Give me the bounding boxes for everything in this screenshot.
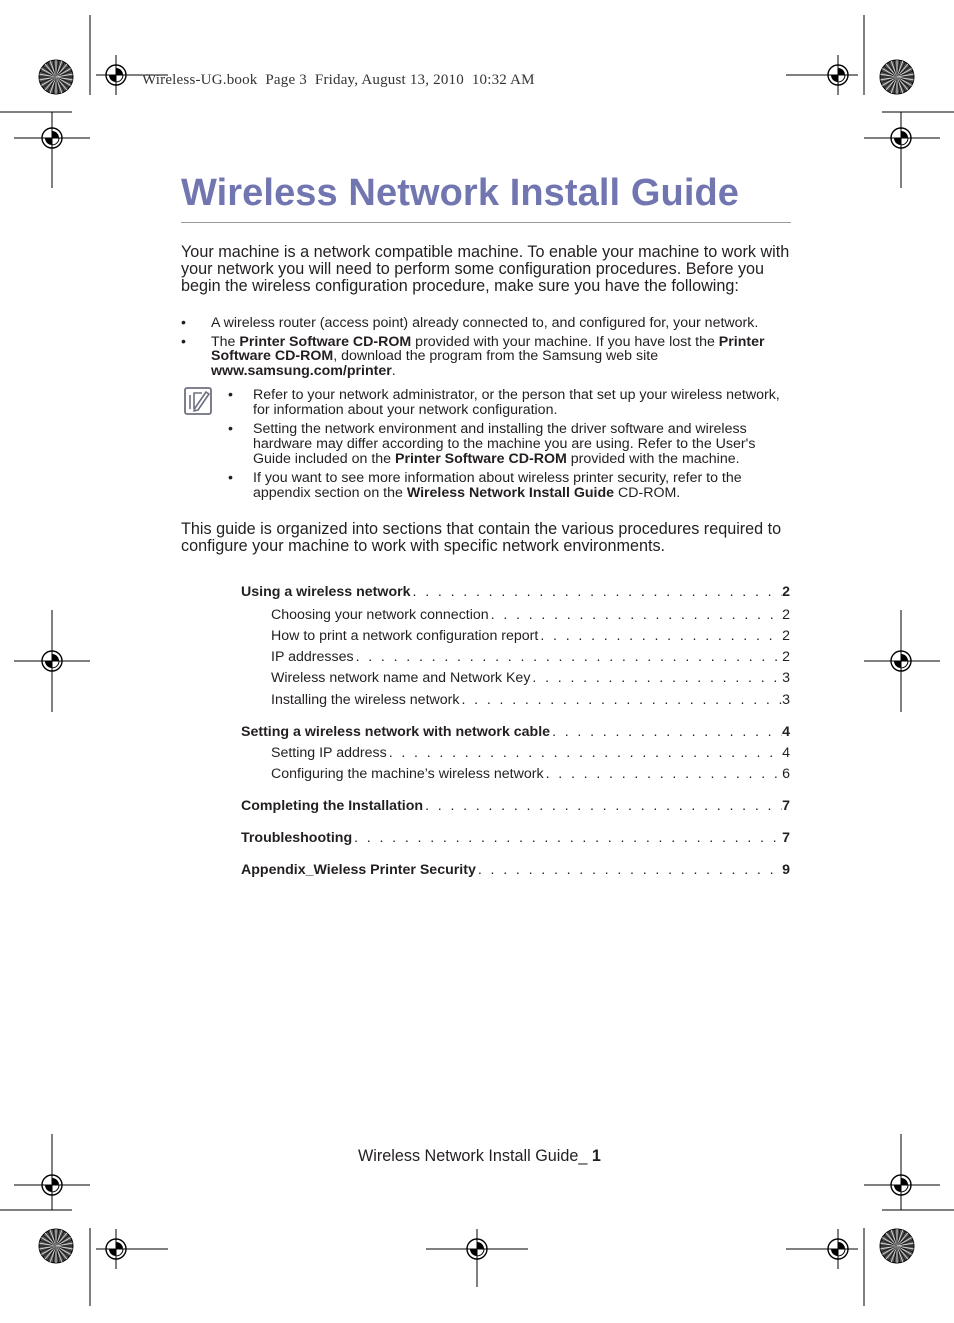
toc-entry-label: Wireless network name and Network Key [271, 670, 531, 686]
toc-entry-label: Appendix_Wieless Printer Security [241, 862, 476, 878]
toc-entry-page: 2 [782, 649, 790, 665]
toc-entry-label: IP addresses [271, 649, 354, 665]
toc-leader-dots [352, 830, 782, 846]
registration-target-icon [32, 118, 72, 158]
notes-list [228, 388, 793, 505]
footer-text: Wireless Network Install Guide_ [358, 1147, 588, 1165]
toc-entry-label: Troubleshooting [241, 830, 353, 846]
toc-leader-dots [423, 798, 782, 814]
toc-entry-page: 9 [782, 862, 790, 878]
toc-leader-dots [544, 766, 783, 782]
requirements-list [181, 316, 793, 382]
registration-target-icon [96, 55, 136, 95]
cd-rom-name: Printer Software CD-ROM [394, 451, 567, 467]
toc-entry[interactable] [271, 692, 790, 708]
registration-target-icon [881, 641, 921, 681]
toc-entry-page: 2 [782, 607, 790, 623]
note-text: Setting the network environment and installing the driver software and wireless hardware may differ according to the machine you are using. Refer to the User's Guide included on the [253, 421, 756, 467]
toc-entry-label: Configuring the machine’s wireless network [271, 766, 544, 782]
toc-entry-page: 3 [782, 692, 790, 708]
requirement-item [181, 316, 793, 331]
toc-entry[interactable] [271, 670, 790, 686]
registration-target-icon [881, 118, 921, 158]
toc-entry-label: Setting a wireless network with network cable [241, 724, 551, 740]
note-item [228, 422, 793, 467]
requirement-item [181, 335, 793, 379]
toc-entry-label: Choosing your network connection [271, 607, 489, 623]
toc-entry[interactable] [241, 584, 790, 600]
toc-leader-dots [354, 649, 783, 665]
note-text: CD-ROM. [614, 485, 681, 501]
toc-entry-page: 7 [782, 798, 790, 814]
note-text: Refer to your network administrator, or the person that set up your wireless network, for information about your network configuration. [253, 387, 780, 418]
toc-entry-page: 4 [782, 724, 790, 740]
toc-leader-dots [476, 862, 782, 878]
requirement-text: . [391, 362, 396, 379]
registration-target-icon [818, 1229, 858, 1269]
toc-leader-dots [550, 724, 782, 740]
cd-rom-name: Printer Software CD-ROM [211, 333, 765, 364]
starburst-icon [39, 60, 73, 94]
toc-entry[interactable] [241, 862, 790, 878]
toc-entry[interactable] [271, 628, 790, 644]
registration-target-icon [32, 1165, 72, 1205]
note-pencil-icon [184, 387, 212, 415]
requirement-text: provided with your machine. If you have lost the [411, 333, 719, 350]
registration-target-icon [457, 1229, 497, 1269]
toc-entry[interactable] [271, 649, 790, 665]
requirement-text: , download the program from the Samsung web site [333, 348, 659, 364]
toc-entry-page: 7 [782, 830, 790, 846]
toc-entry-label: Setting IP address [271, 745, 387, 761]
toc-entry-label: Completing the Installation [241, 798, 424, 814]
starburst-icon [880, 1229, 914, 1263]
toc-leader-dots [459, 692, 782, 708]
requirement-text: A wireless router (access point) already connected to, and configured for, your network. [211, 315, 759, 331]
registration-target-icon [32, 641, 72, 681]
organization-paragraph: This guide is organized into sections that contain the various procedures required to configure your machine to work with specific network environments. [181, 520, 782, 555]
page-title: Wireless Network Install Guide [181, 172, 740, 214]
toc-leader-dots [489, 607, 782, 623]
toc-entry-label: How to print a network configuration report [271, 628, 539, 644]
note-item [228, 471, 793, 501]
guide-name: Wireless Network Install Guide [406, 485, 615, 501]
requirement-text: The [211, 333, 240, 350]
starburst-icon [880, 60, 914, 94]
registration-target-icon [818, 55, 858, 95]
toc-leader-dots [530, 670, 782, 686]
toc-leader-dots [411, 584, 783, 600]
toc-leader-dots [387, 745, 782, 761]
intro-paragraph: Your machine is a network compatible machine. To enable your machine to work with your network you will need to perform some configuration procedures. Before you begin the wireless configuration procedure, make sure you have the following: [181, 243, 790, 295]
toc-leader-dots [538, 628, 782, 644]
note-text: If you want to see more information about wireless printer security, refer to the appendix section on the [253, 470, 742, 501]
note-item [228, 388, 793, 418]
registration-target-icon [881, 1165, 921, 1205]
toc-entry[interactable] [241, 724, 790, 740]
toc-entry-page: 6 [782, 766, 790, 782]
book-header-line: Wireless-UG.book Page 3 Friday, August 13, 2010 10:32 AM [142, 72, 535, 88]
page-footer [358, 1147, 601, 1166]
toc-entry[interactable] [271, 745, 790, 761]
toc-entry[interactable] [241, 830, 790, 846]
samsung-web-address: www.samsung.com/printer [211, 362, 392, 379]
title-divider [181, 222, 791, 223]
registration-target-icon [96, 1229, 136, 1269]
cd-rom-name: Printer Software CD-ROM [239, 333, 412, 350]
toc-entry-page: 3 [782, 670, 790, 686]
page-number: 1 [591, 1147, 601, 1165]
toc-entry-page: 2 [782, 584, 790, 600]
toc-entry-label: Using a wireless network [241, 584, 411, 600]
starburst-icon [39, 1229, 73, 1263]
toc-entry-page: 4 [782, 745, 790, 761]
toc-entry[interactable] [241, 798, 790, 814]
toc-entry-label: Installing the wireless network [271, 692, 460, 708]
toc-entry[interactable] [271, 766, 790, 782]
toc-entry-page: 2 [782, 628, 790, 644]
toc-entry[interactable] [271, 607, 790, 623]
note-text: provided with the machine. [566, 451, 740, 467]
